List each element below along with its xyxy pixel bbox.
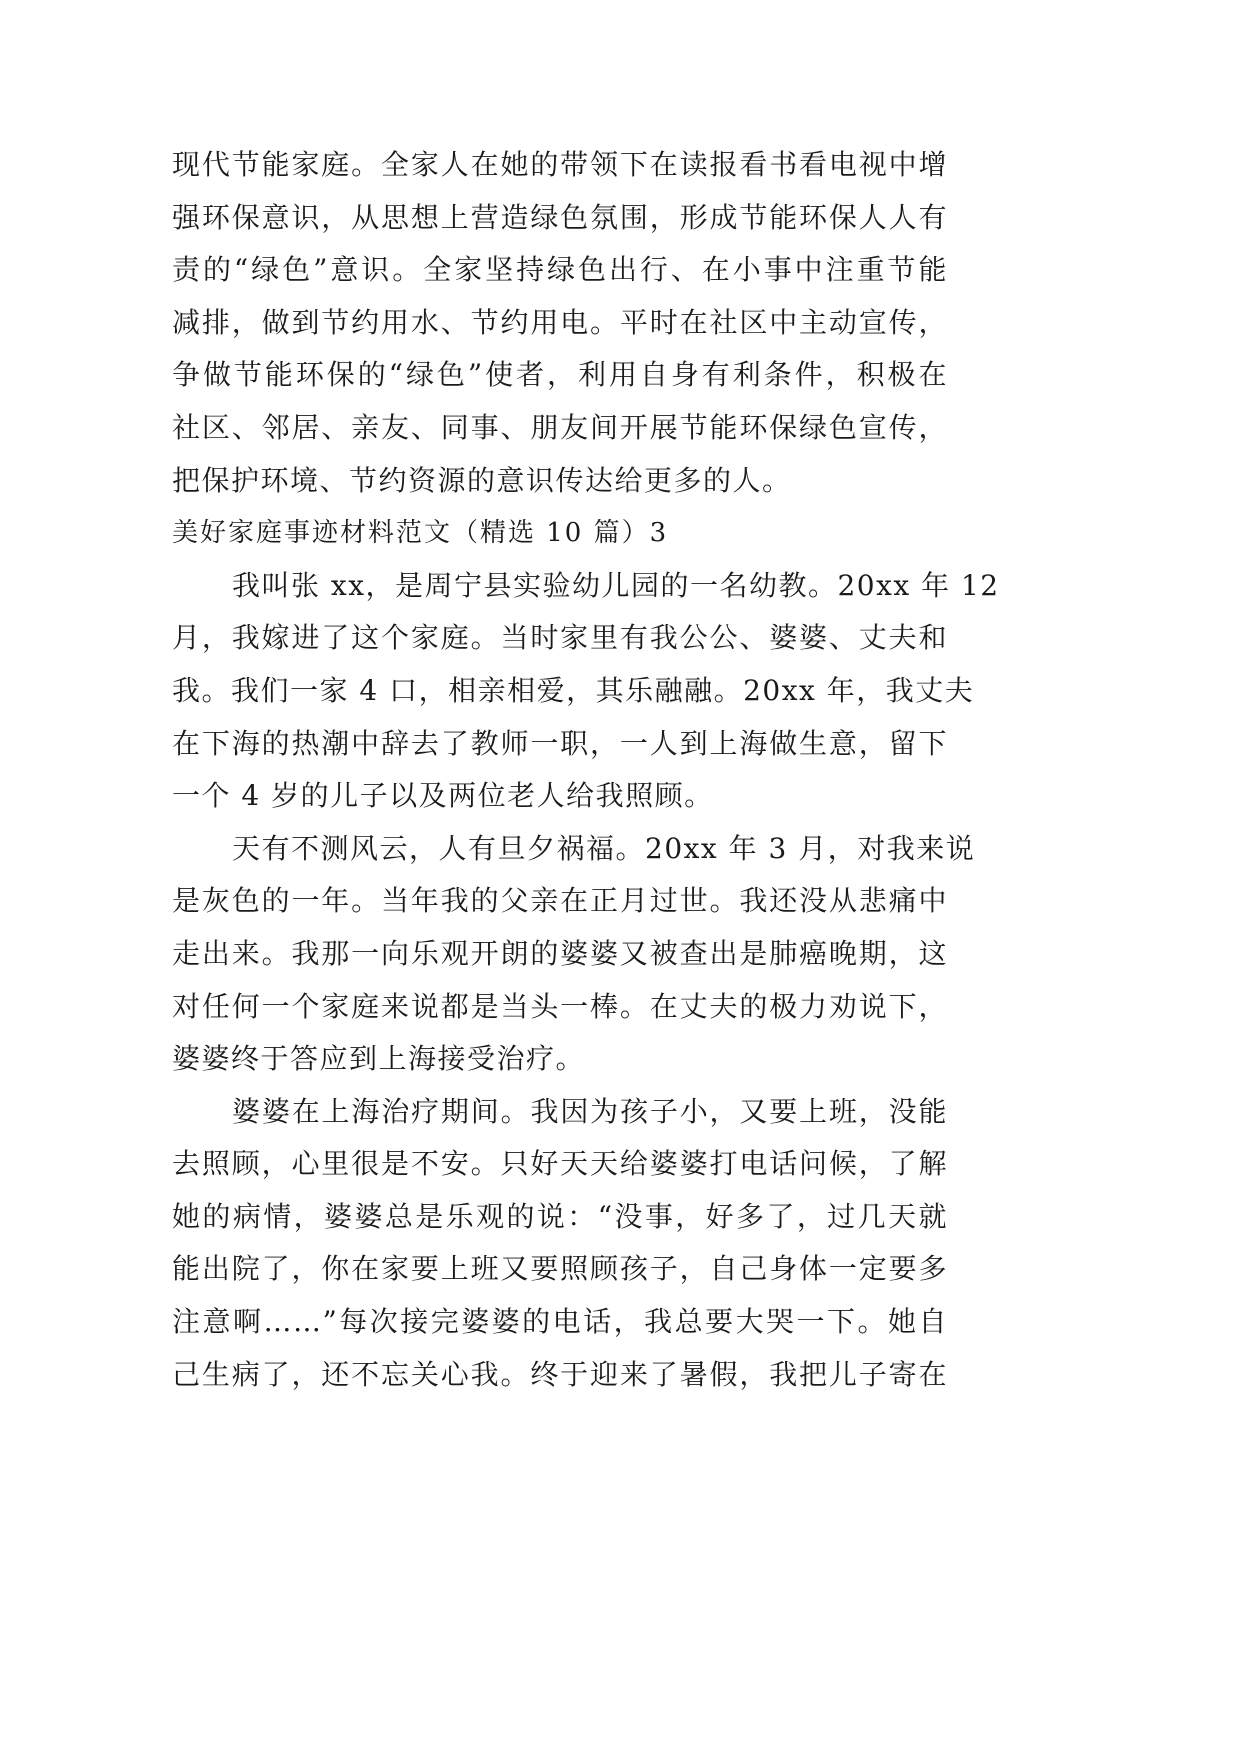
text-line: 强环保意识，从思想上营造绿色氛围，形成节能环保人人有 [172,200,948,234]
paragraph [172,1086,948,1402]
text-line: 争做节能环保的“绿色”使者，利用自身有利条件，积极在 [172,358,948,392]
text-line: 天有不测风云，人有旦夕祸福。20xx 年 3 月，对我来说 [232,831,976,865]
text-line: 她的病情，婆婆总是乐观的说：“没事，好多了，过几天就 [172,1199,948,1233]
text-line: 走出来。我那一向乐观开朗的婆婆又被查出是肺癌晚期，这 [172,936,948,970]
text-line: 能出院了，你在家要上班又要照顾孩子，自己身体一定要多 [172,1252,948,1286]
text-line: 在下海的热潮中辞去了教师一职，一人到上海做生意，留下 [172,726,948,760]
text-line: 我。我们一家 4 口，相亲相爱，其乐融融。20xx 年，我丈夫 [172,673,975,707]
section-heading: 美好家庭事迹材料范文（精选 10 篇）3 [172,518,669,549]
text-line: 把保护环境、节约资源的意识传达给更多的人。 [172,463,792,497]
paragraph [172,560,1000,823]
text-line: 月，我嫁进了这个家庭。当时家里有我公公、婆婆、丈夫和 [172,621,948,655]
text-line: 社区、邻居、亲友、同事、朋友间开展节能环保绿色宣传， [172,410,948,444]
text-line: 己生病了，还不忘关心我。终于迎来了暑假，我把儿子寄在 [172,1357,948,1391]
text-line: 婆婆终于答应到上海接受治疗。 [172,1042,586,1076]
text-column [172,139,1000,1401]
paragraph [172,823,976,1086]
text-line: 注意啊……”每次接完婆婆的电话，我总要大哭一下。她自 [172,1305,948,1339]
text-line: 现代节能家庭。全家人在她的带领下在读报看书看电视中增 [172,148,948,181]
text-line: 去照顾，心里很是不安。只好天天给婆婆打电话问候，了解 [172,1147,948,1181]
text-line: 对任何一个家庭来说都是当头一棒。在丈夫的极力劝说下， [172,989,948,1023]
text-line: 是灰色的一年。当年我的父亲在正月过世。我还没从悲痛中 [172,884,948,918]
text-line: 责的“绿色”意识。全家坚持绿色出行、在小事中注重节能 [172,253,948,287]
text-line: 减排，做到节约用水、节约用电。平时在社区中主动宣传， [172,305,948,339]
text-line: 婆婆在上海治疗期间。我因为孩子小，又要上班，没能 [232,1094,948,1128]
text-line: 一个 4 岁的儿子以及两位老人给我照顾。 [172,779,714,813]
text-line: 我叫张 xx，是周宁县实验幼儿园的一名幼教。20xx 年 12 [232,568,1000,602]
continued-paragraph [172,139,948,507]
